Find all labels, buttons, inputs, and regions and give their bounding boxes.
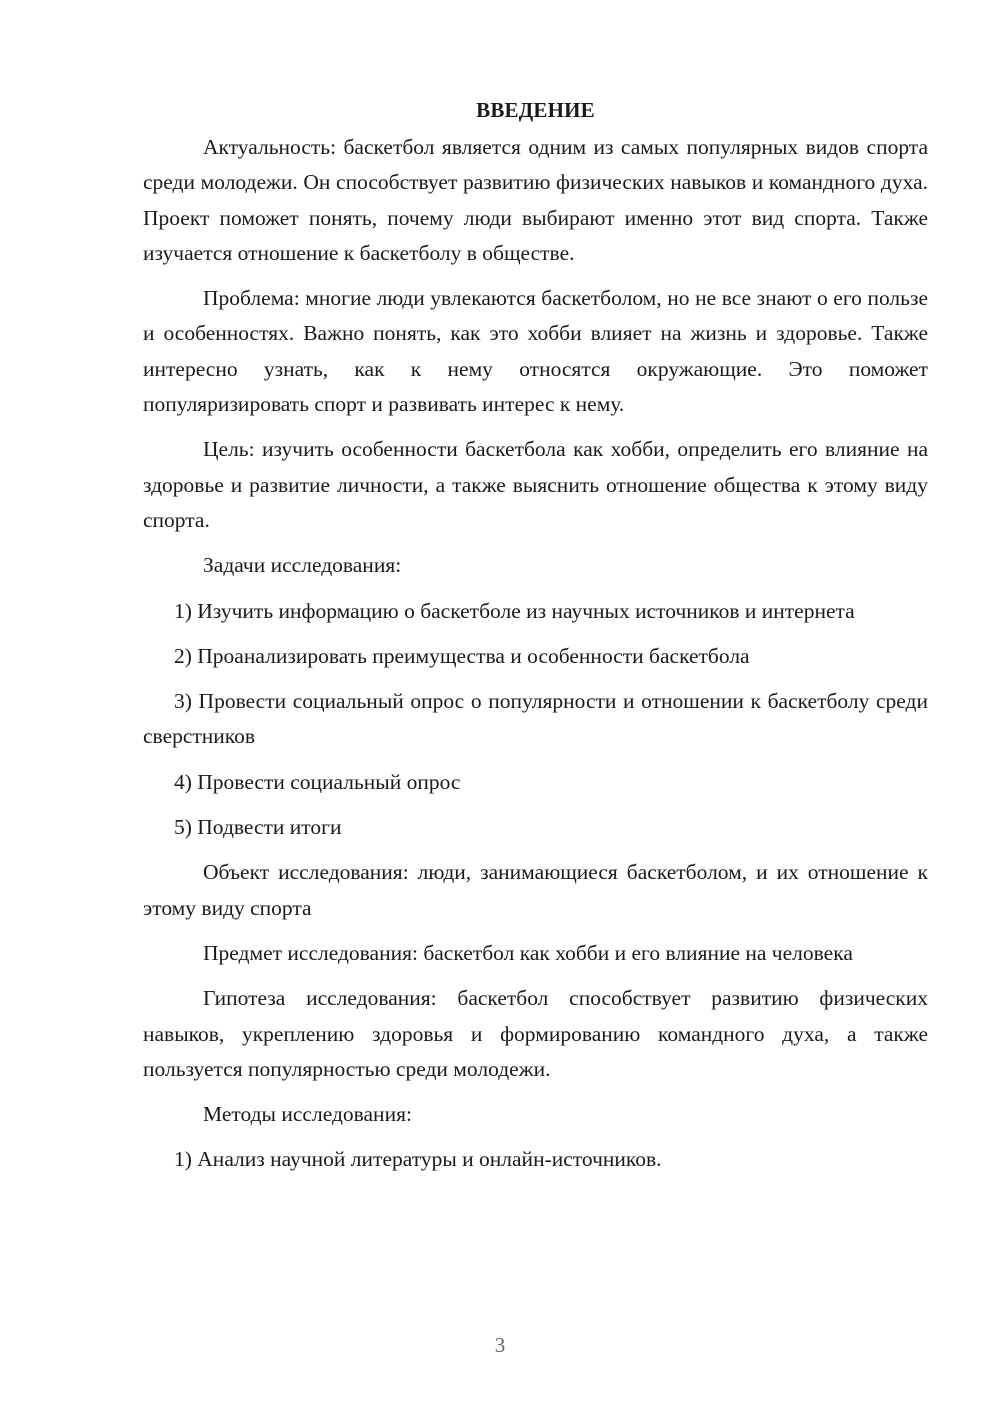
method-item-1: 1) Анализ научной литературы и онлайн-источников. [174,1147,662,1172]
task-item-2: 2) Проанализировать преимущества и особенности баскетбола [174,643,750,668]
task-item-5: 5) Подвести итоги [174,815,342,840]
document-page [143,92,928,1188]
task-item-4: 4) Провести социальный опрос [174,769,461,794]
paragraph-object: Объект исследования: люди, занимающиеся баскетболом, и их отношение к этому виду спорта [143,860,928,920]
page-number: 3 [494,1333,506,1357]
task-item-3: 3) Провести социальный опрос о популярности и отношении к баскетболу среди сверстников [143,689,928,749]
paragraph-hypothesis: Гипотеза исследования: баскетбол способствует развитию физических навыков, укреплению здоровья и формированию командного духа, а также пользуется популярностью среди молодежи. [143,986,928,1081]
paragraph-relevance: Актуальность: баскетбол является одним из самых популярных видов спорта среди молодежи. Он способствует развитию физических навыков и командного духа. Проект поможет понять, почему люди выбирают именно этот вид спорта. Также изучается отношение к баскетболу в обществе. [143,135,928,265]
paragraph-subject: Предмет исследования: баскетбол как хобби и его влияние на человека [203,940,853,965]
section-title: ВВЕДЕНИЕ [476,98,595,122]
task-item-1: 1) Изучить информацию о баскетболе из научных источников и интернета [174,598,855,623]
paragraph-tasks-heading: Задачи исследования: [203,553,402,578]
paragraph-problem: Проблема: многие люди увлекаются баскетболом, но не все знают о его пользе и особенностях. Важно понять, как это хобби влияет на жизнь и здоровье. Также интересно узнать, как к нему относятся окружающие. Это поможет популяризировать спорт и развивать интерес к нему. [143,286,928,417]
paragraph-methods-heading: Методы исследования: [203,1102,412,1127]
paragraph-goal: Цель: изучить особенности баскетбола как хобби, определить его влияние на здоровье и развитие личности, а также выяснить отношение общества к этому виду спорта. [143,437,928,532]
